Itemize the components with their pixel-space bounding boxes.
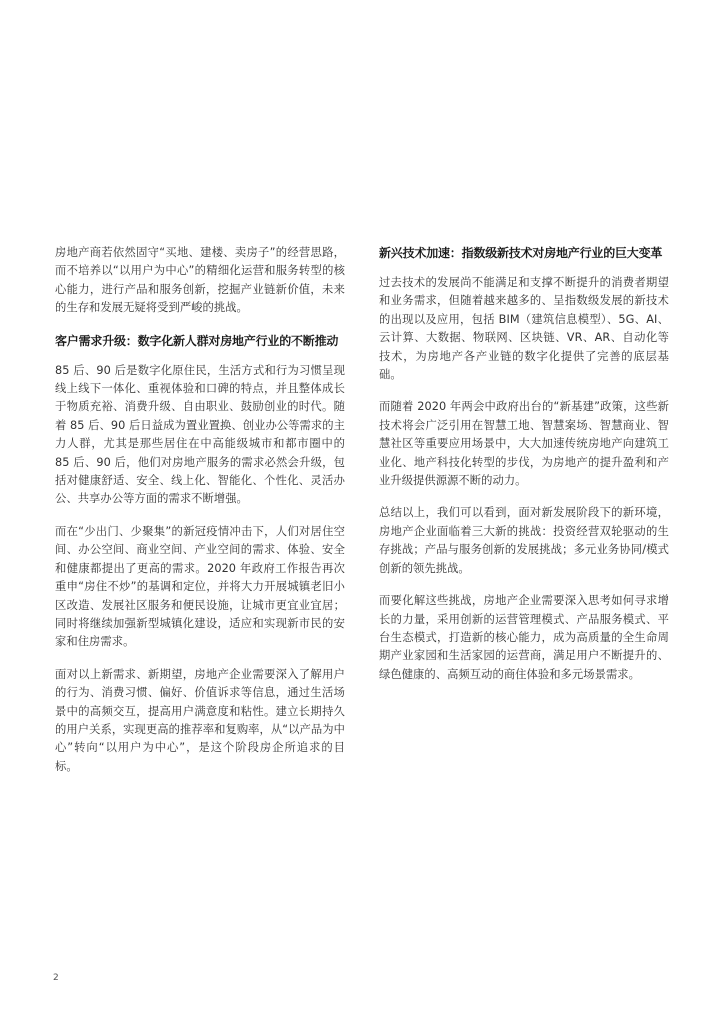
right-column [379, 244, 669, 698]
left-column [55, 244, 345, 790]
paragraph-resolve-challenges: 而要化解这些挑战，房地产企业需要深入思考如何寻求增长的力量，采用创新的运营管理模式、产品服务模式、平台生态模式，打造新的核心能力，成为高质量的全生命周期产业家园和生活家园的运营商，满足用户不断提升的、绿色健康的、高频互动的商住体验和多元场景需求。 [379, 594, 669, 681]
section-heading-emerging-tech: 新兴技术加速：指数级新技术对房地产行业的巨大变革 [379, 246, 663, 260]
paragraph-tech-development: 过去技术的发展尚不能满足和支撑不断提升的消费者期望和业务需求，但随着越来越多的、呈指数级发展的新技术的出现以及应用，包括 BIM（建筑信息模型）、5G、AI、云计算、大数据、物联网、区块链、VR、AR、自动化等技术，为房地产各产业链的数字化提供了完善的底层基础。 [379, 276, 669, 382]
paragraph-user-centric: 面对以上新需求、新期望，房地产企业需要深入了解用户的行为、消费习惯、偏好、价值诉求等信息，通过生活场景中的高频交互，提高用户满意度和粘性。建立长期持久的用户关系，实现更高的推荐率和复购率，从“以产品为中心”转向“以用户为中心”，是这个阶段房企所追求的目标。 [55, 667, 345, 773]
section-heading-customer-demand: 客户需求升级：数字化新人群对房地产行业的不断推动 [55, 333, 339, 348]
paragraph-digital-natives: 85 后、90 后是数字化原住民，生活方式和行为习惯呈现线上线下一体化、重视体验和口碑的特点，并且整体成长于物质充裕、消费升级、自由职业、鼓励创业的时代。随着 85 后、90 后日益成为置业置换、创业办公等需求的主力人群，尤其是那些居住在中高能级城市和都市圈中的 85 后、90 后，他们对房地产服务的需求必然会升级，包括对健康舒适、安全、线上化、智能化、个性化、灵活办公、共享办公等方面的需求不断增强。 [55, 363, 345, 506]
intro-paragraph: 房地产商若依然固守“买地、建楼、卖房子”的经营思路，而不培养以“以用户为中心”的精细化运营和服务转型的核心能力，进行产品和服务创新，挖掘产业链新价值，未来的生存和发展无疑将受到严峻的挑战。 [55, 246, 345, 315]
paragraph-pandemic-impact: 而在“少出门、少聚集”的新冠疫情冲击下，人们对居住空间、办公空间、商业空间、产业空间的需求、体验、安全和健康都提出了更高的需求。2020 年政府工作报告再次重申“房住不炒”的基调和定位，并将大力开展城镇老旧小区改造、发展社区服务和便民设施，让城市更宜业宜居；同时将继续加强新型城镇化建设，适应和实现新市民的安家和住房需求。 [55, 524, 345, 649]
paragraph-new-infrastructure: 而随着 2020 年两会中政府出台的“新基建”政策，这些新技术将会广泛引用在智慧工地、智慧案场、智慧商业、智慧社区等重要应用场景中，大大加速传统房地产向建筑工业化、地产科技化转型的步伐，为房地产的提升盈利和产业升级提供源源不断的动力。 [379, 400, 669, 488]
paragraph-three-challenges: 总结以上，我们可以看到，面对新发展阶段下的新环境，房地产企业面临着三大新的挑战：投资经营双轮驱动的生存挑战；产品与服务创新的发展挑战；多元业务协同/模式创新的领先挑战。 [379, 506, 669, 575]
page-number: 2 [53, 973, 59, 983]
